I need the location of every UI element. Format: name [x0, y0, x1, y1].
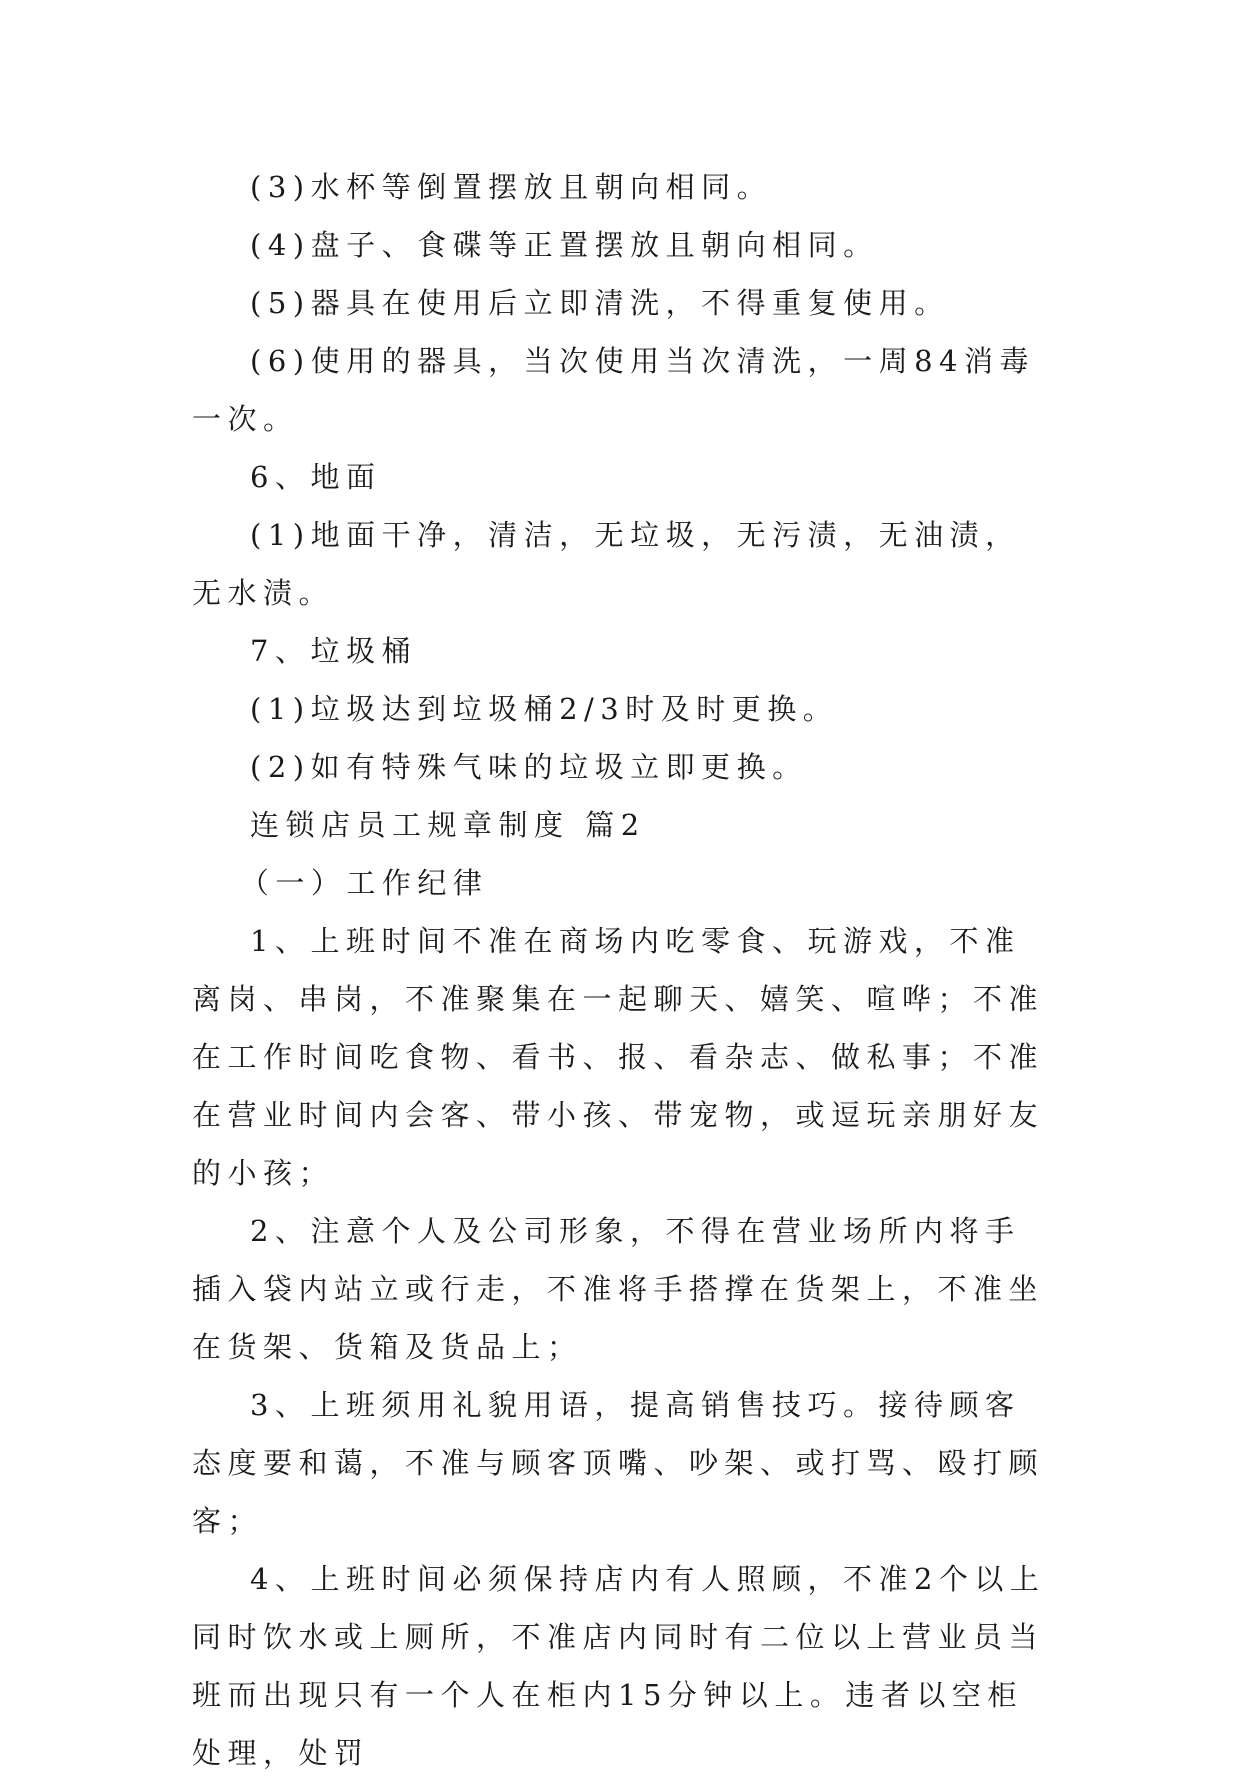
paragraph-floor-clean: (1)地面干净，清洁，无垃圾，无污渍，无油渍，无水渍。: [192, 518, 1021, 610]
article-title: 连锁店员工规章制度 篇2: [250, 808, 646, 842]
paragraph-cup-placement: (3)水杯等倒置摆放且朝向相同。: [250, 170, 773, 204]
paragraph-rule-1: 1、上班时间不准在商场内吃零食、玩游戏，不准离岗、串岗，不准聚集在一起聊天、嬉笑、喧哗；不准在工作时间吃食物、看书、报、看杂志、做私事；不准在营业时间内会客、带小孩、带宠物，或逗玩亲朋好友的小孩；: [192, 924, 1045, 1190]
paragraph-trash-odor: (2)如有特殊气味的垃圾立即更换。: [250, 750, 808, 784]
section-heading-work-discipline: （一）工作纪律: [239, 866, 489, 900]
paragraph-rule-2: 2、注意个人及公司形象，不得在营业场所内将手插入袋内站立或行走，不准将手搭撑在货架上，不准坐在货架、货箱及货品上；: [192, 1214, 1045, 1364]
section-heading-trash-bin: 7、垃圾桶: [250, 634, 417, 668]
paragraph-utensil-washing: (5)器具在使用后立即清洗，不得重复使用。: [250, 286, 950, 320]
document-body: [192, 158, 1052, 1782]
section-heading-floor: 6、地面: [250, 460, 382, 494]
paragraph-rule-3: 3、上班须用礼貌用语，提高销售技巧。接待顾客态度要和蔼，不准与顾客顶嘴、吵架、或打骂、殴打顾客；: [192, 1388, 1045, 1538]
paragraph-trash-replace: (1)垃圾达到垃圾桶2/3时及时更换。: [250, 692, 839, 726]
paragraph-utensil-disinfection: (6)使用的器具，当次使用当次清洗，一周84消毒一次。: [192, 344, 1035, 436]
paragraph-rule-4: 4、上班时间必须保持店内有人照顾，不准2个以上同时饮水或上厕所，不准店内同时有二位以上营业员当班而出现只有一个人在柜内15分钟以上。违者以空柜处理，处罚: [192, 1562, 1046, 1770]
paragraph-plate-placement: (4)盘子、食碟等正置摆放且朝向相同。: [250, 228, 879, 262]
